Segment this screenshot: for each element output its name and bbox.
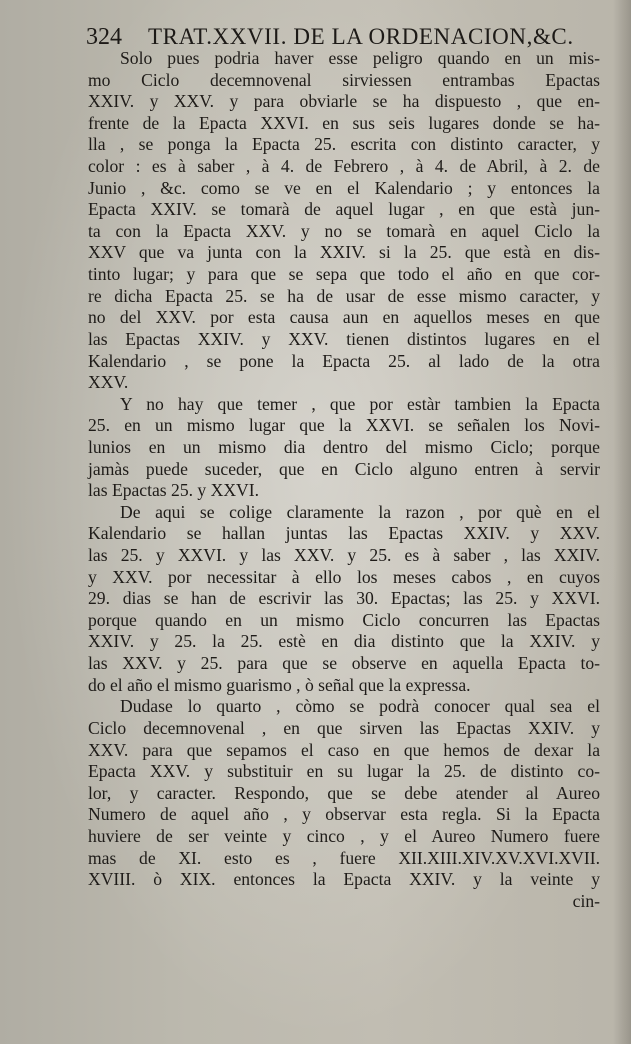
text-line: Kalendario se hallan juntas las Epactas XXIV. y XXV. <box>88 523 600 544</box>
text-line: lor, y caracter. Respondo, que se debe atender al Aureo <box>88 782 600 803</box>
text-line: mas de XI. esto es , fuere XII.XIII.XIV.XV.XVI.XVII. <box>88 847 600 868</box>
text-line: XXV. para que sepamos el caso en que hemos de dexar la <box>88 739 600 760</box>
text-line: las XXV. y 25. para que se observe en aquella Epacta to- <box>88 653 600 674</box>
catchword: cin- <box>572 890 600 911</box>
text-line: re dicha Epacta 25. se ha de usar de esse mismo caracter, y <box>88 285 600 306</box>
text-line: frente de la Epacta XXVI. en sus seis lugares donde se ha- <box>88 112 600 133</box>
text-line: las 25. y XXVI. y las XXV. y 25. es à saber , las XXIV. <box>88 545 600 566</box>
text-line: color : es à saber , à 4. de Febrero , à 4. de Abril, à 2. de <box>88 156 600 177</box>
text-line: y XXV. por necessitar à ello los meses cabos , en cuyos <box>88 566 600 587</box>
text-line: Epacta XXIV. se tomarà de aquel lugar , en que està jun- <box>88 199 600 220</box>
text-line: XXIV. y XXV. y para obviarle se ha dispuesto , que en- <box>88 91 600 112</box>
text-line: tinto lugar; y para que se sepa que todo el año en que cor- <box>88 264 600 285</box>
text-line: huviere de ser veinte y cinco , y el Aureo Numero fuere <box>88 825 600 846</box>
page-number: 324 <box>86 24 122 50</box>
text-line: Solo pues podria haver esse peligro quando en un mis- <box>120 48 600 68</box>
text-line: Junio , &c. como se ve en el Kalendario ; y entonces la <box>88 177 600 198</box>
text-line: XXIV. y 25. la 25. estè en dia distinto que la XXIV. y <box>88 631 600 652</box>
text-line: lla , se ponga la Epacta 25. escrita con distinto caracter, y <box>88 134 600 155</box>
text-line: XXV. <box>88 372 129 393</box>
body-text <box>88 48 600 912</box>
text-line: las Epactas 25. y XXVI. <box>88 480 260 501</box>
text-line: De aqui se colige claramente la razon , por què en el <box>120 501 600 522</box>
text-line: no del XXV. por esta causa aun en aquellos meses en que <box>88 307 600 328</box>
text-line: las Epactas XXIV. y XXV. tienen distintos lugares en el <box>88 328 600 349</box>
text-line: Y no hay que temer , que por estàr tambien la Epacta <box>120 393 600 414</box>
text-line: jamàs puede suceder, que en Ciclo alguno entren à servir <box>88 458 600 479</box>
text-line: 29. dias se han de escrivir las 30. Epactas; las 25. y XXVI. <box>88 588 600 609</box>
text-line: lunios en un mismo dia dentro del mismo Ciclo; porque <box>88 436 600 457</box>
text-line: Epacta XXV. y substituir en su lugar la 25. de distinto co- <box>88 761 600 782</box>
text-line: Ciclo decemnovenal , en que sirven las Epactas XXIV. y <box>88 717 600 738</box>
text-line: porque quando en un mismo Ciclo concurren las Epactas <box>88 609 600 630</box>
text-line: 25. en un mismo lugar que la XXVI. se señalen los Novi- <box>88 415 600 436</box>
text-line: Kalendario , se pone la Epacta 25. al lado de la otra <box>88 350 600 371</box>
text-line: XVIII. ò XIX. entonces la Epacta XXIV. y la veinte y <box>88 869 600 890</box>
text-line: do el año el mismo guarismo , ò señal que la expressa. <box>88 674 471 695</box>
text-line: mo Ciclo decemnovenal sirviessen entrambas Epactas <box>88 69 600 90</box>
text-line: Numero de aquel año , y observar esta regla. Si la Epacta <box>88 804 600 825</box>
running-title: TRAT.XXVII. DE LA ORDENACION,&C. <box>148 24 574 49</box>
text-line: XXV que va junta con la XXIV. si la 25. que està en dis- <box>88 242 600 263</box>
text-line: Dudase lo quarto , còmo se podrà conocer qual sea el <box>120 696 600 717</box>
text-line: ta con la Epacta XXV. y no se tomarà en aquel Ciclo la <box>88 220 600 241</box>
